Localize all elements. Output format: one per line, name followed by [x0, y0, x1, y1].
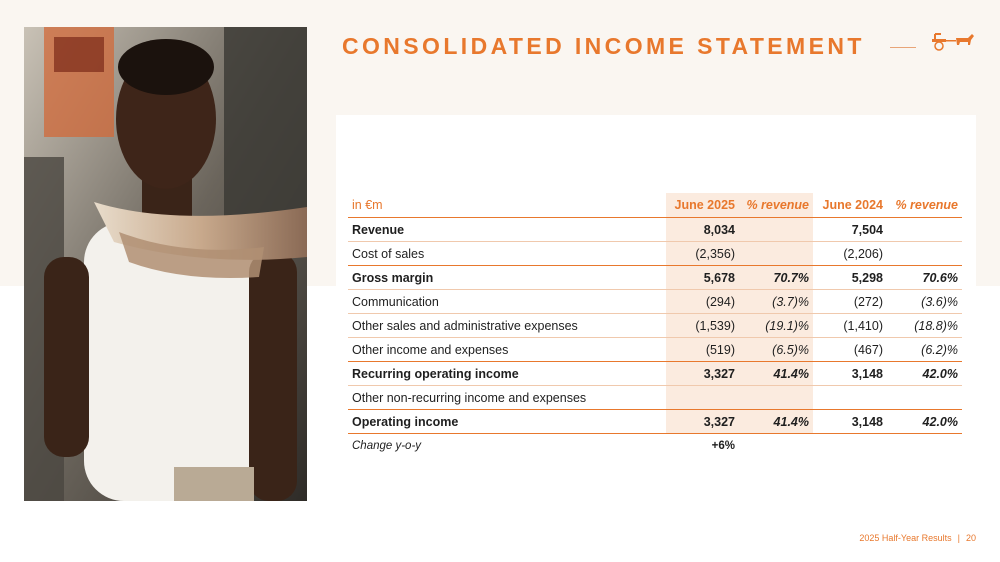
value-2024: 7,504 [851, 222, 883, 237]
table-row-revenue [348, 218, 962, 242]
pct-2025: (6.5)% [739, 338, 813, 361]
value-2025: +6% [711, 440, 735, 452]
value-2025: 5,678 [666, 266, 739, 289]
page-footer [859, 533, 976, 543]
table-row-other-non-recurring [348, 386, 962, 410]
value-2025: (519) [666, 338, 739, 361]
value-2025: 3,327 [666, 410, 739, 433]
row-label: Revenue [352, 222, 405, 237]
row-label: Gross margin [352, 270, 434, 285]
pct-2025: (19.1)% [739, 314, 813, 337]
row-label: Communication [352, 294, 439, 309]
value-2024: 5,298 [851, 270, 883, 285]
value-2025: (2,356) [666, 242, 739, 265]
table-row-gross-margin [348, 266, 962, 290]
pct-2025 [739, 218, 813, 241]
header-june-2025: June 2025 [666, 193, 739, 217]
pct-2025 [739, 386, 813, 409]
model-photo-illustration [24, 27, 307, 501]
pct-2025: 41.4% [739, 410, 813, 433]
row-label: Other income and expenses [352, 342, 509, 357]
header-pct-revenue-2024: % revenue [895, 198, 958, 212]
pct-2024: 70.6% [922, 270, 958, 285]
row-label: Other non-recurring income and expenses [352, 390, 587, 405]
title-divider [890, 47, 916, 48]
footer-separator: | [957, 533, 960, 543]
footer-text: 2025 Half-Year Results [859, 533, 952, 543]
pct-2024: (3.6)% [921, 294, 958, 309]
pct-2024 [887, 386, 962, 409]
value-2024: 3,148 [851, 366, 883, 381]
horse-carriage-logo-icon [930, 32, 976, 57]
pct-2025 [739, 242, 813, 265]
value-2025: 3,327 [666, 362, 739, 385]
pct-2024: (6.2)% [921, 342, 958, 357]
value-2024 [813, 434, 887, 458]
pct-2024: 42.0% [922, 366, 958, 381]
value-2024: (467) [853, 342, 883, 357]
page-title: CONSOLIDATED INCOME STATEMENT [342, 33, 865, 59]
model-photo [24, 27, 307, 501]
table-row-other-sales-admin [348, 314, 962, 338]
header-unit-label: in €m [352, 198, 383, 212]
table-header-row [348, 193, 962, 218]
value-2024 [813, 386, 887, 409]
row-label: Recurring operating income [352, 366, 519, 381]
value-2024: (2,206) [843, 246, 883, 261]
pct-2024 [887, 434, 962, 458]
table-row-cost-of-sales [348, 242, 962, 266]
value-2025 [666, 386, 739, 409]
value-2024: (1,410) [843, 318, 883, 333]
table-row-other-income-expenses [348, 338, 962, 362]
pct-2025: 41.4% [739, 362, 813, 385]
header-june-2024: June 2024 [822, 198, 883, 212]
value-2024: (272) [853, 294, 883, 309]
pct-2024 [887, 242, 962, 265]
pct-2025: (3.7)% [739, 290, 813, 313]
pct-2024: 42.0% [922, 414, 958, 429]
table-row-change-yoy [348, 434, 962, 458]
row-label: Other sales and administrative expenses [352, 318, 578, 333]
value-2025: (1,539) [666, 314, 739, 337]
pct-2025: 70.7% [739, 266, 813, 289]
table-row-communication [348, 290, 962, 314]
pct-2024 [887, 218, 962, 241]
pct-2025 [739, 434, 813, 458]
table-row-operating-income [348, 410, 962, 434]
header-pct-revenue-2025: % revenue [739, 193, 813, 217]
row-label: Operating income [352, 414, 459, 429]
value-2025: (294) [666, 290, 739, 313]
page-number: 20 [965, 533, 976, 543]
table-row-recurring-operating-income [348, 362, 962, 386]
row-label: Cost of sales [352, 246, 425, 261]
row-label: Change y-o-y [352, 440, 422, 452]
value-2025: 8,034 [666, 218, 739, 241]
income-statement-table [348, 193, 962, 458]
pct-2024: (18.8)% [914, 318, 958, 333]
value-2024: 3,148 [851, 414, 883, 429]
